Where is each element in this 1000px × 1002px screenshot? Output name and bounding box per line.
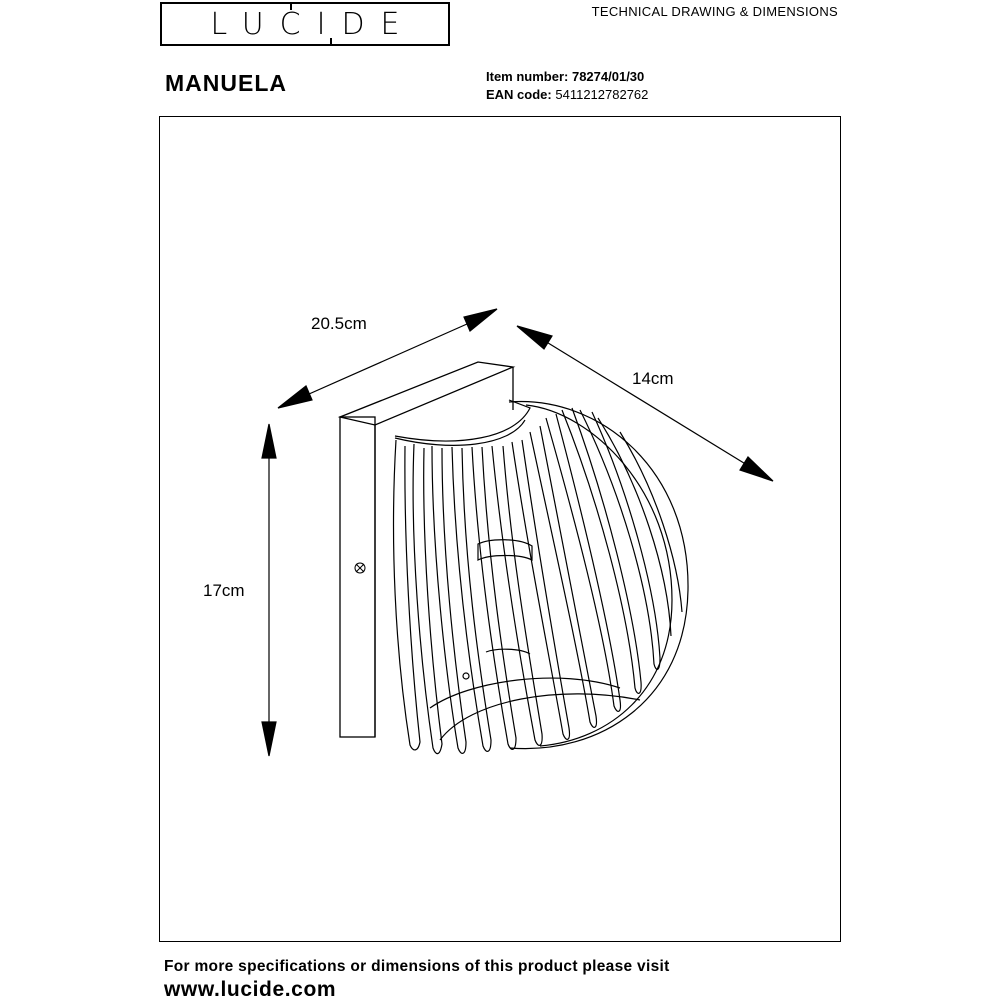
item-number-value: 78274/01/30 — [571, 69, 645, 84]
depth-dimension-line — [517, 326, 773, 481]
footer-text: For more specifications or dimensions of this product please visit — [164, 958, 670, 975]
brand-logo-text: LUCIDE — [210, 7, 416, 42]
height-dimension-line — [262, 424, 276, 756]
item-number-label: Item number: — [486, 69, 569, 84]
document-heading: TECHNICAL DRAWING & DIMENSIONS — [591, 4, 838, 19]
ean-value: 5411212782762 — [555, 87, 649, 102]
ean-label: EAN code: — [486, 87, 552, 102]
wall-plate — [340, 362, 513, 737]
footer-url-link[interactable]: www.lucide.com — [164, 978, 337, 1001]
product-name: MANUELA — [165, 70, 287, 96]
width-label: 20.5cm — [311, 314, 367, 333]
height-label: 17cm — [203, 581, 245, 600]
mounting-screw-icon — [355, 563, 365, 573]
depth-label: 14cm — [632, 369, 674, 388]
lamp-shade — [394, 400, 689, 754]
